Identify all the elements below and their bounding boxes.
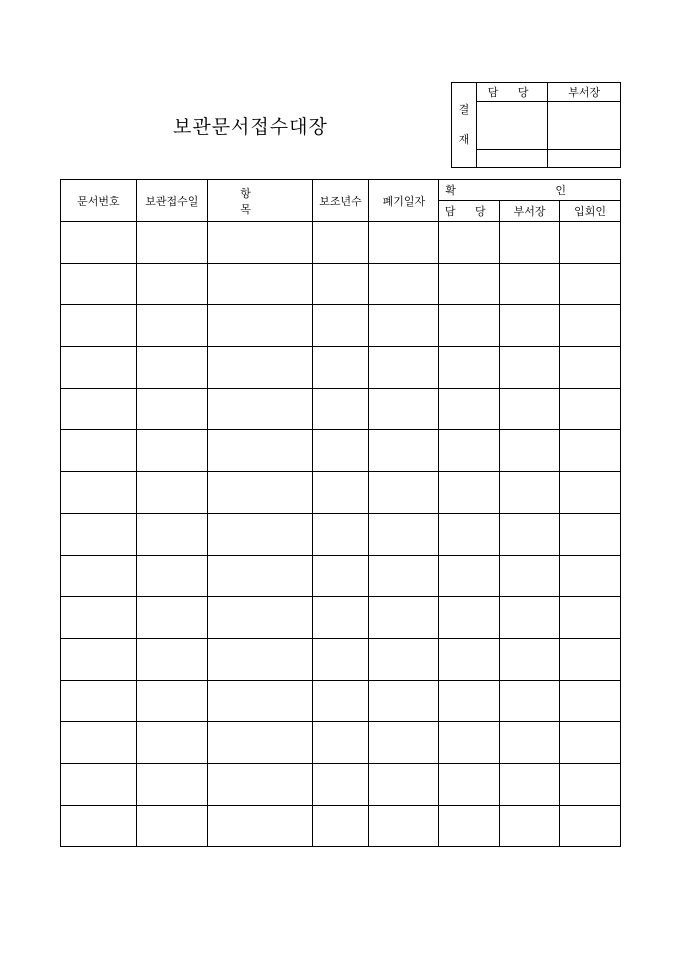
cell-disposal-date[interactable] xyxy=(369,430,439,472)
cell-received-date[interactable] xyxy=(136,347,207,389)
cell-doc-no[interactable] xyxy=(61,722,137,764)
cell-retention-years[interactable] xyxy=(312,555,369,597)
cell-doc-no[interactable] xyxy=(61,513,137,555)
cell-confirm-witness[interactable] xyxy=(560,597,621,639)
cell-received-date[interactable] xyxy=(136,597,207,639)
cell-confirm-director[interactable] xyxy=(500,555,560,597)
cell-confirm-director[interactable] xyxy=(500,263,560,305)
cell-confirm-witness[interactable] xyxy=(560,305,621,347)
cell-confirm-witness[interactable] xyxy=(560,763,621,805)
cell-item[interactable] xyxy=(207,222,312,264)
cell-doc-no[interactable] xyxy=(61,638,137,680)
cell-retention-years[interactable] xyxy=(312,347,369,389)
table-row xyxy=(61,763,621,805)
cell-confirm-director[interactable] xyxy=(500,638,560,680)
cell-confirm-director[interactable] xyxy=(500,222,560,264)
cell-confirm-director[interactable] xyxy=(500,722,560,764)
header-doc-no: 문서번호 xyxy=(61,180,137,222)
cell-item[interactable] xyxy=(207,680,312,722)
cell-item[interactable] xyxy=(207,555,312,597)
cell-item[interactable] xyxy=(207,763,312,805)
cell-disposal-date[interactable] xyxy=(369,347,439,389)
table-row xyxy=(61,388,621,430)
table-row xyxy=(61,722,621,764)
cell-retention-years[interactable] xyxy=(312,513,369,555)
table-row xyxy=(61,638,621,680)
cell-confirm-director[interactable] xyxy=(500,347,560,389)
cell-disposal-date[interactable] xyxy=(369,763,439,805)
cell-confirm-director[interactable] xyxy=(500,597,560,639)
cell-doc-no[interactable] xyxy=(61,763,137,805)
cell-item[interactable] xyxy=(207,347,312,389)
cell-retention-years[interactable] xyxy=(312,597,369,639)
cell-disposal-date[interactable] xyxy=(369,597,439,639)
cell-confirm-witness[interactable] xyxy=(560,722,621,764)
cell-confirm-manager[interactable] xyxy=(439,430,500,472)
cell-item[interactable] xyxy=(207,805,312,847)
approval-header-director: 부서장 xyxy=(548,83,621,102)
cell-doc-no[interactable] xyxy=(61,805,137,847)
cell-received-date[interactable] xyxy=(136,388,207,430)
cell-retention-years[interactable] xyxy=(312,263,369,305)
header-disposal-date: 폐기일자 xyxy=(369,180,439,222)
cell-disposal-date[interactable] xyxy=(369,638,439,680)
approval-sign-director[interactable] xyxy=(548,102,621,150)
cell-received-date[interactable] xyxy=(136,472,207,514)
approval-header-manager: 담 당 xyxy=(476,83,548,102)
cell-retention-years[interactable] xyxy=(312,680,369,722)
cell-received-date[interactable] xyxy=(136,555,207,597)
register-rows xyxy=(61,222,621,847)
approval-date-director[interactable] xyxy=(548,150,621,168)
table-row xyxy=(61,222,621,264)
cell-item[interactable] xyxy=(207,472,312,514)
cell-retention-years[interactable] xyxy=(312,763,369,805)
cell-retention-years[interactable] xyxy=(312,472,369,514)
cell-confirm-witness[interactable] xyxy=(560,555,621,597)
cell-disposal-date[interactable] xyxy=(369,305,439,347)
cell-doc-no[interactable] xyxy=(61,680,137,722)
cell-received-date[interactable] xyxy=(136,763,207,805)
cell-confirm-manager[interactable] xyxy=(439,513,500,555)
header-confirm-director: 부서장 xyxy=(500,201,560,222)
approval-sign-manager[interactable] xyxy=(476,102,548,150)
cell-confirm-manager[interactable] xyxy=(439,638,500,680)
cell-confirm-witness[interactable] xyxy=(560,513,621,555)
cell-disposal-date[interactable] xyxy=(369,388,439,430)
cell-confirm-manager[interactable] xyxy=(439,763,500,805)
cell-doc-no[interactable] xyxy=(61,472,137,514)
cell-confirm-director[interactable] xyxy=(500,763,560,805)
cell-confirm-witness[interactable] xyxy=(560,388,621,430)
table-row xyxy=(61,472,621,514)
cell-confirm-director[interactable] xyxy=(500,305,560,347)
table-row xyxy=(61,305,621,347)
cell-confirm-witness[interactable] xyxy=(560,263,621,305)
header-retention-years: 보조년수 xyxy=(312,180,369,222)
cell-disposal-date[interactable] xyxy=(369,472,439,514)
cell-item[interactable] xyxy=(207,263,312,305)
header-confirm-witness: 입회인 xyxy=(560,201,621,222)
cell-doc-no[interactable] xyxy=(61,430,137,472)
cell-doc-no[interactable] xyxy=(61,263,137,305)
cell-confirm-manager[interactable] xyxy=(439,388,500,430)
cell-doc-no[interactable] xyxy=(61,222,137,264)
cell-disposal-date[interactable] xyxy=(369,222,439,264)
cell-disposal-date[interactable] xyxy=(369,722,439,764)
cell-item[interactable] xyxy=(207,722,312,764)
approval-side-label: 결 재 xyxy=(452,83,477,168)
cell-confirm-manager[interactable] xyxy=(439,347,500,389)
cell-received-date[interactable] xyxy=(136,722,207,764)
cell-doc-no[interactable] xyxy=(61,347,137,389)
cell-confirm-witness[interactable] xyxy=(560,680,621,722)
cell-confirm-director[interactable] xyxy=(500,430,560,472)
cell-disposal-date[interactable] xyxy=(369,680,439,722)
cell-confirm-witness[interactable] xyxy=(560,347,621,389)
cell-item[interactable] xyxy=(207,430,312,472)
cell-received-date[interactable] xyxy=(136,263,207,305)
cell-confirm-manager[interactable] xyxy=(439,222,500,264)
cell-doc-no[interactable] xyxy=(61,555,137,597)
cell-retention-years[interactable] xyxy=(312,430,369,472)
table-row xyxy=(61,805,621,847)
cell-retention-years[interactable] xyxy=(312,805,369,847)
cell-disposal-date[interactable] xyxy=(369,805,439,847)
register-table xyxy=(60,179,621,847)
cell-item[interactable] xyxy=(207,638,312,680)
cell-confirm-manager[interactable] xyxy=(439,555,500,597)
cell-item[interactable] xyxy=(207,305,312,347)
cell-confirm-manager[interactable] xyxy=(439,305,500,347)
cell-disposal-date[interactable] xyxy=(369,513,439,555)
cell-confirm-manager[interactable] xyxy=(439,263,500,305)
approval-box xyxy=(451,82,621,168)
cell-received-date[interactable] xyxy=(136,805,207,847)
cell-disposal-date[interactable] xyxy=(369,263,439,305)
table-row xyxy=(61,430,621,472)
cell-confirm-witness[interactable] xyxy=(560,805,621,847)
cell-retention-years[interactable] xyxy=(312,222,369,264)
cell-confirm-director[interactable] xyxy=(500,805,560,847)
cell-confirm-manager[interactable] xyxy=(439,472,500,514)
cell-confirm-manager[interactable] xyxy=(439,805,500,847)
cell-confirm-manager[interactable] xyxy=(439,597,500,639)
table-row xyxy=(61,680,621,722)
header-confirm-manager: 담 당 xyxy=(439,201,500,222)
cell-received-date[interactable] xyxy=(136,305,207,347)
cell-confirm-director[interactable] xyxy=(500,680,560,722)
cell-retention-years[interactable] xyxy=(312,388,369,430)
cell-doc-no[interactable] xyxy=(61,597,137,639)
cell-confirm-director[interactable] xyxy=(500,513,560,555)
cell-retention-years[interactable] xyxy=(312,305,369,347)
cell-confirm-manager[interactable] xyxy=(439,680,500,722)
table-row xyxy=(61,597,621,639)
cell-received-date[interactable] xyxy=(136,222,207,264)
cell-received-date[interactable] xyxy=(136,680,207,722)
cell-confirm-witness[interactable] xyxy=(560,638,621,680)
cell-doc-no[interactable] xyxy=(61,388,137,430)
cell-received-date[interactable] xyxy=(136,430,207,472)
cell-disposal-date[interactable] xyxy=(369,555,439,597)
cell-confirm-director[interactable] xyxy=(500,472,560,514)
cell-received-date[interactable] xyxy=(136,638,207,680)
cell-confirm-manager[interactable] xyxy=(439,722,500,764)
approval-date-manager[interactable] xyxy=(476,150,548,168)
cell-item[interactable] xyxy=(207,513,312,555)
cell-retention-years[interactable] xyxy=(312,638,369,680)
cell-doc-no[interactable] xyxy=(61,305,137,347)
cell-item[interactable] xyxy=(207,388,312,430)
cell-item[interactable] xyxy=(207,597,312,639)
cell-confirm-director[interactable] xyxy=(500,388,560,430)
cell-confirm-witness[interactable] xyxy=(560,472,621,514)
table-row xyxy=(61,513,621,555)
table-row xyxy=(61,555,621,597)
cell-confirm-witness[interactable] xyxy=(560,222,621,264)
header-received-date: 보관접수일 xyxy=(136,180,207,222)
table-row xyxy=(61,347,621,389)
cell-received-date[interactable] xyxy=(136,513,207,555)
header-item: 항 목 xyxy=(207,180,312,222)
cell-confirm-witness[interactable] xyxy=(560,430,621,472)
cell-retention-years[interactable] xyxy=(312,722,369,764)
table-row xyxy=(61,263,621,305)
header-confirm: 확 인 xyxy=(439,180,621,201)
page-title: 보관문서접수대장 xyxy=(173,116,328,138)
